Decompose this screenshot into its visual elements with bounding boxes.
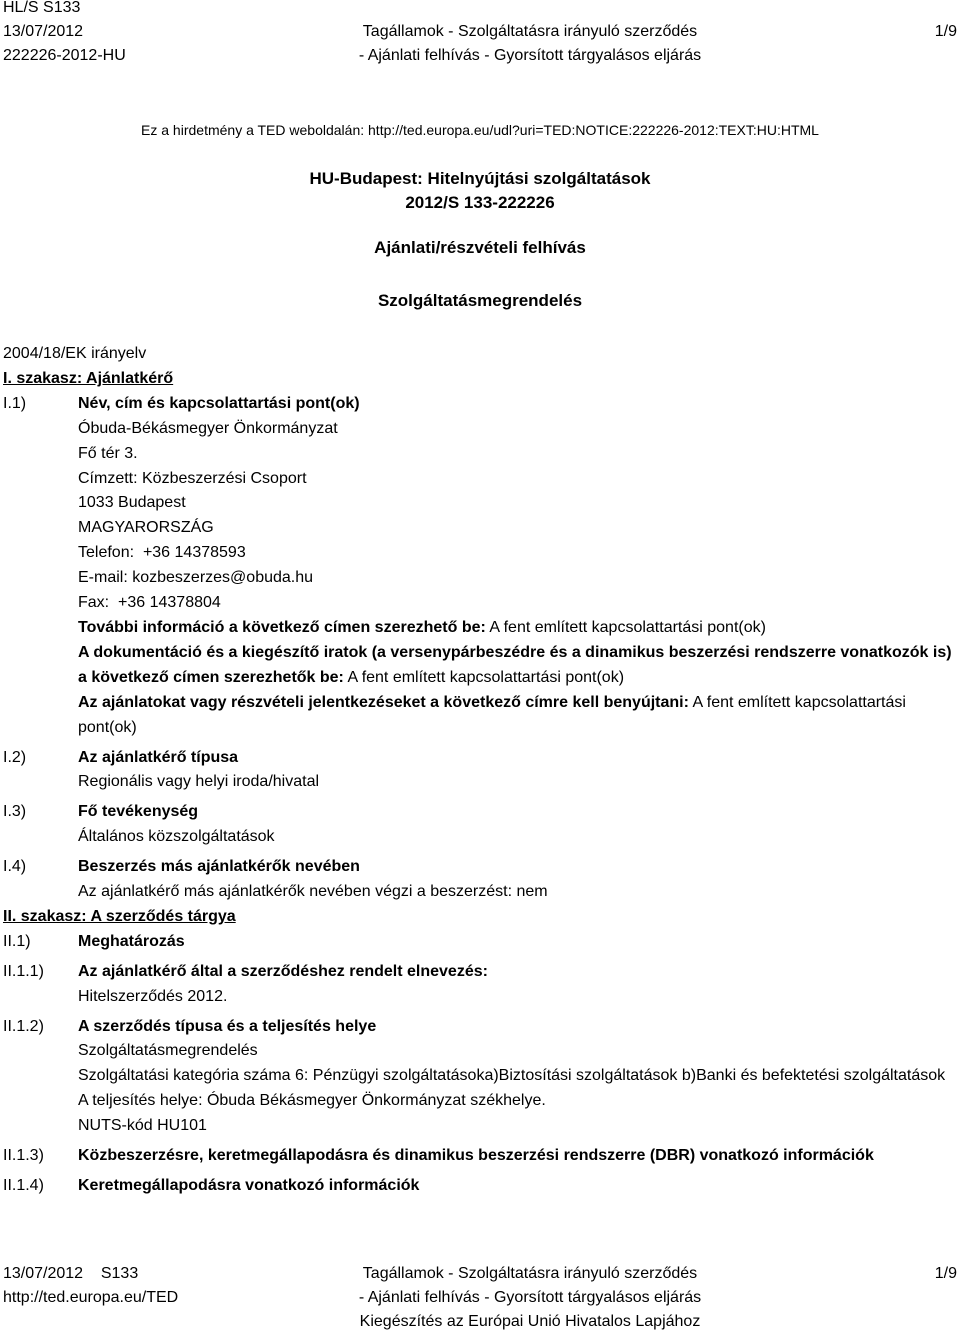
section-2-heading: II. szakasz: A szerződés tárgya xyxy=(3,907,236,925)
document-body xyxy=(3,342,953,1199)
section-i4-title: Beszerzés más ajánlatkérők nevében xyxy=(78,858,360,876)
org-name: Óbuda-Békásmegyer Önkormányzat xyxy=(78,419,338,437)
org-attention: Címzett: Közbeszerzési Csoport xyxy=(78,469,307,487)
contract-type: Szolgáltatásmegrendelés xyxy=(78,1042,258,1060)
section-ii14: II.1.4) Keretmegállapodásra vonatkozó információk xyxy=(3,1174,953,1199)
footer-date: 13/07/2012 xyxy=(3,1265,84,1282)
section-i1-number: I.1) xyxy=(3,394,27,412)
header-title-line1: Tagállamok - Szolgáltatásra irányuló szerződés xyxy=(362,23,698,40)
section-ii1-title: Meghatározás xyxy=(78,932,185,950)
title-location-service: HU-Budapest: Hitelnyújtási szolgáltatások xyxy=(309,169,651,188)
directive: 2004/18/EK irányelv xyxy=(3,345,147,362)
section-i1-title: Név, cím és kapcsolattartási pont(ok) xyxy=(78,394,360,412)
footer-url[interactable]: http://ted.europa.eu/TED xyxy=(3,1289,179,1306)
section-ii12: II.1.2) A szerződés típusa és a teljesítés helye Szolgáltatásmegrendelés Szolgáltatási kategória száma 6: Pénzügyi szolgáltatásoka)Biztosítási szolgáltatások b)Banki és befektetési szolgáltatások A teljesítés helye: Óbuda Békásmegyer Önkormányzat székhelye. NUTS-kód HU101 xyxy=(3,1015,953,1140)
ted-notice-link[interactable]: http://ted.europa.eu/udl?uri=TED:NOTICE:222226-2012:TEXT:HU:HTML xyxy=(368,122,819,138)
header-title-line2: - Ajánlati felhívás - Gyorsított tárgyalásos eljárás xyxy=(358,47,702,64)
section-i3-value: Általános közszolgáltatások xyxy=(78,828,275,846)
section-i4-value: Az ajánlatkérő más ajánlatkérők nevében végzi a beszerzést: nem xyxy=(78,883,548,901)
section-ii14-title: Keretmegállapodásra vonatkozó információk xyxy=(78,1177,420,1194)
section-ii12-title: A szerződés típusa és a teljesítés helye xyxy=(78,1017,377,1035)
further-info: További információ a következő címen szerezhető be: A fent említett kapcsolattartási pont(ok) xyxy=(78,618,766,636)
org-email: E-mail: kozbeszerzes@obuda.hu xyxy=(78,569,314,587)
org-city: 1033 Budapest xyxy=(78,494,186,512)
section-ii13-title: Közbeszerzésre, keretmegállapodásra és dinamikus beszerzési rendszerre (DBR) vonatkozó információk xyxy=(78,1147,874,1165)
section-i1 xyxy=(3,392,953,741)
footer-series: S133 xyxy=(100,1265,139,1282)
documents-info: A dokumentáció és a kiegészítő iratok (a versenypárbeszédre és a dinamikus beszerzési rendszerre vonatkozók is) a következő címen szerezhetők be: A fent említett kapcsolattartási pont(ok) xyxy=(78,643,952,686)
submission-info: Az ajánlatokat vagy részvételi jelentkezéseket a következő címre kell benyújtani: A fent említett kapcsolattartási pont(ok) xyxy=(78,693,906,736)
footer-title-line1: Tagállamok - Szolgáltatásra irányuló szerződés xyxy=(362,1265,698,1282)
org-country: MAGYARORSZÁG xyxy=(78,519,214,537)
performance-place: A teljesítés helye: Óbuda Békásmegyer Önkormányzat székhelye. xyxy=(78,1092,546,1110)
title-contract-type: Szolgáltatásmegrendelés xyxy=(377,291,583,310)
section-ii11-title: Az ajánlatkérő által a szerződéshez rendelt elnevezés: xyxy=(78,962,488,980)
footer-center xyxy=(0,1262,960,1334)
header-center xyxy=(0,20,960,68)
section-i3-title: Fő tevékenység xyxy=(78,803,199,821)
page-header xyxy=(0,0,960,72)
header-doc-ref: HL/S S133 xyxy=(3,0,81,16)
section-i2-value: Regionális vagy helyi iroda/hivatal xyxy=(78,773,320,791)
header-id: 222226-2012-HU xyxy=(3,47,126,64)
document-titles xyxy=(0,167,960,313)
page-footer xyxy=(0,1262,960,1334)
nuts-code: NUTS-kód HU101 xyxy=(78,1117,207,1135)
section-1-heading: I. szakasz: Ajánlatkérő xyxy=(3,369,174,387)
header-page-number: 1/9 xyxy=(934,23,957,40)
service-category: Szolgáltatási kategória száma 6: Pénzügyi szolgáltatásoka)Biztosítási szolgáltatások b)Banki és befektetési szolgáltatások xyxy=(78,1067,946,1085)
title-notice-number: 2012/S 133-222226 xyxy=(405,193,555,212)
section-i3: I.3) Fő tevékenység Általános közszolgáltatások xyxy=(3,800,953,850)
footer-title-line3: Kiegészítés az Európai Unió Hivatalos Lapjához xyxy=(359,1313,701,1330)
section-i4: I.4) Beszerzés más ajánlatkérők nevében Az ajánlatkérő más ajánlatkérők nevében végzi a beszerzést: nem xyxy=(3,855,953,905)
org-fax: Fax: +36 14378804 xyxy=(78,594,221,612)
footer-page-number: 1/9 xyxy=(934,1265,957,1282)
org-street: Fő tér 3. xyxy=(78,444,138,462)
footer-title-line2: - Ajánlati felhívás - Gyorsított tárgyalásos eljárás xyxy=(358,1289,702,1306)
email-link[interactable]: kozbeszerzes@obuda.hu xyxy=(132,569,314,587)
section-ii1: II.1) Meghatározás xyxy=(3,930,953,955)
section-ii11-value: Hitelszerződés 2012. xyxy=(78,987,228,1005)
ted-notice xyxy=(0,122,960,138)
ted-notice-prefix: Ez a hirdetmény a TED weboldalán: xyxy=(141,122,365,138)
section-i2: I.2) Az ajánlatkérő típusa Regionális vagy helyi iroda/hivatal xyxy=(3,746,953,796)
title-notice-type: Ajánlati/részvételi felhívás xyxy=(374,238,586,257)
header-date: 13/07/2012 xyxy=(3,23,84,40)
section-i2-title: Az ajánlatkérő típusa xyxy=(78,748,239,766)
section-ii11: II.1.1) Az ajánlatkérő által a szerződéshez rendelt elnevezés: Hitelszerződés 2012. xyxy=(3,960,953,1010)
org-phone: Telefon: +36 14378593 xyxy=(78,544,246,562)
section-ii13: II.1.3) Közbeszerzésre, keretmegállapodásra és dinamikus beszerzési rendszerre (DBR) vonatkozó információk xyxy=(3,1144,953,1169)
